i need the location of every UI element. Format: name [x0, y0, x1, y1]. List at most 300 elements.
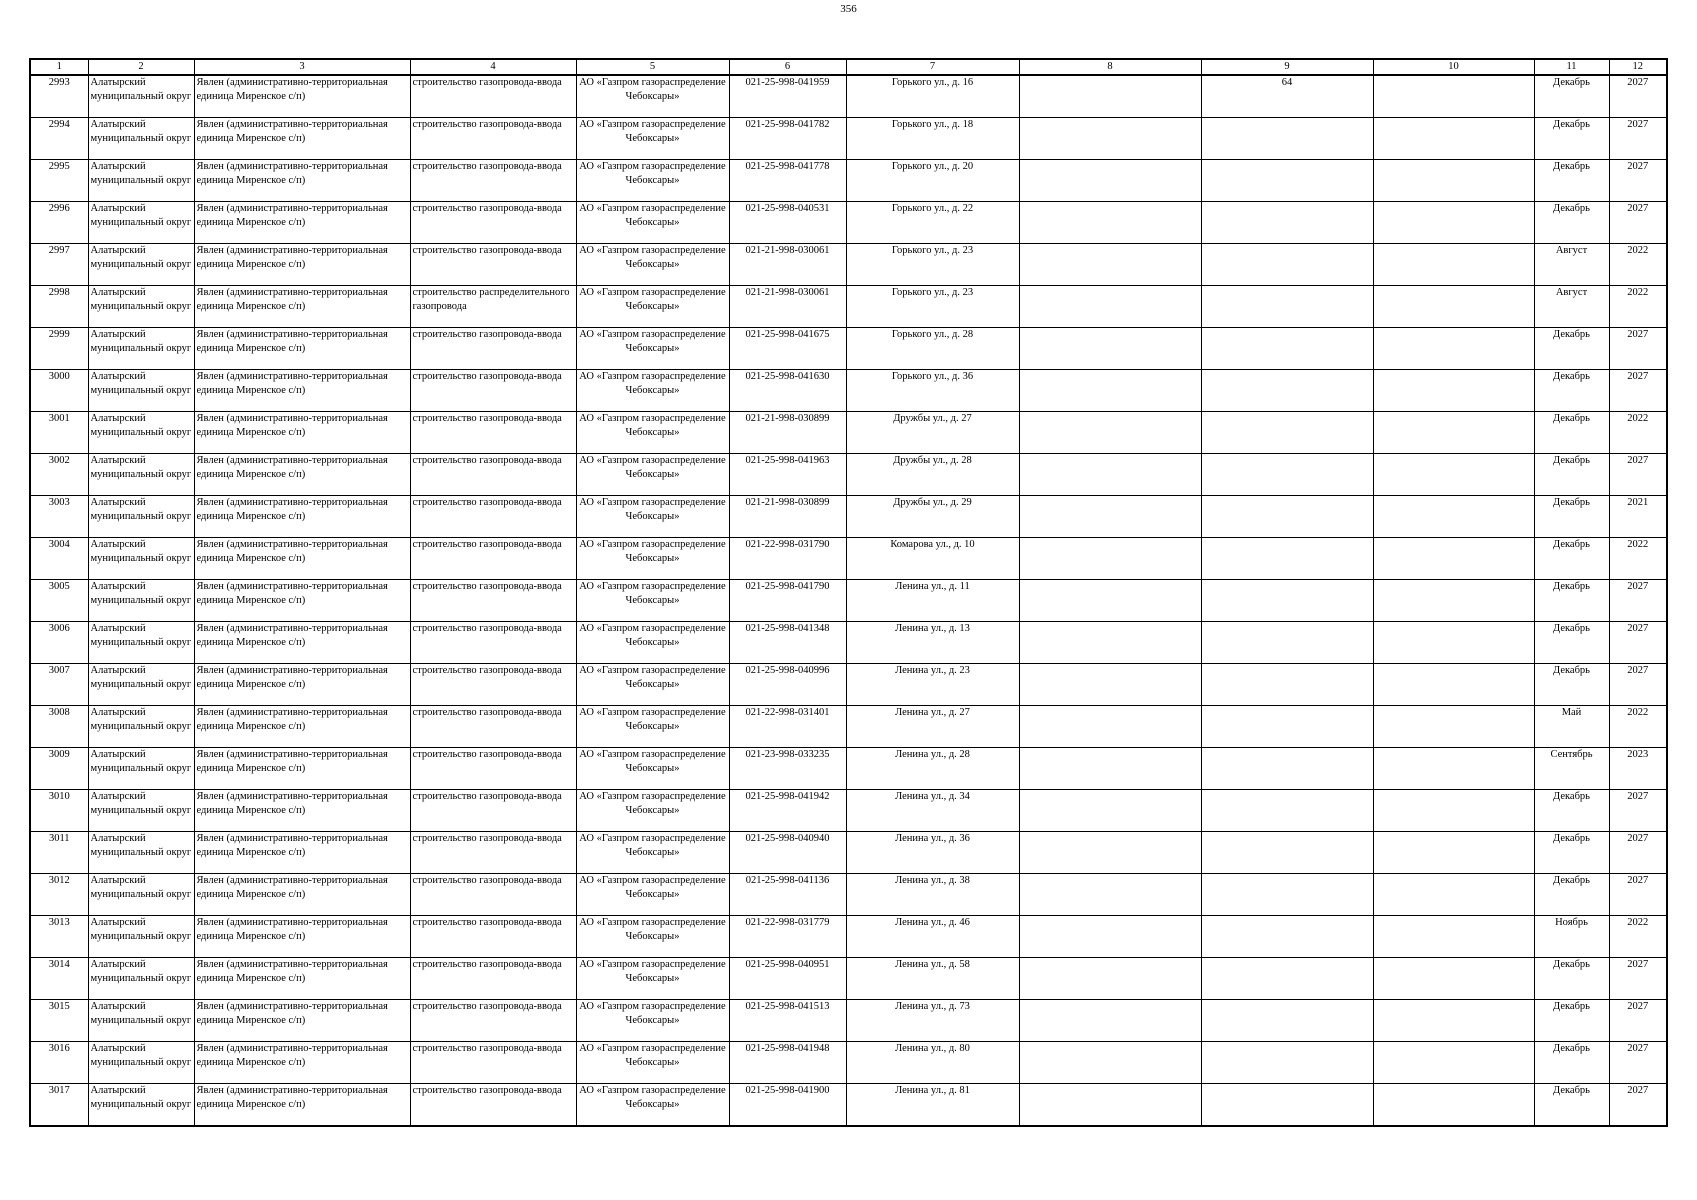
district-cell: [88, 580, 194, 622]
column-8-cell: [1019, 370, 1201, 412]
cell-text: [1022, 748, 1199, 789]
cell-text: 3013: [48, 917, 70, 928]
cell-text: Алатырский муниципальный округ: [90, 497, 192, 522]
table-row: [30, 790, 1667, 832]
row-number-cell: [30, 244, 88, 286]
district-cell: [88, 1042, 194, 1084]
registry-table: [29, 58, 1668, 1127]
organization-cell: [576, 538, 729, 580]
work-type-cell: [410, 916, 576, 958]
year-cell: [1609, 748, 1667, 790]
cell-text: 021-22-998-031779: [745, 917, 830, 928]
cell-text: Алатырский муниципальный округ: [90, 413, 192, 438]
work-type-cell: [410, 748, 576, 790]
cell-text: 021-25-998-040996: [745, 665, 830, 676]
column-10-cell: [1373, 958, 1534, 1000]
district-cell: [88, 328, 194, 370]
year-cell: [1609, 1000, 1667, 1042]
row-number-cell: [30, 370, 88, 412]
cell-text: 021-22-998-031401: [745, 707, 830, 718]
address-cell: [846, 1042, 1019, 1084]
column-header: 5: [576, 59, 729, 75]
cell-text: строительство газопровода-ввода: [412, 539, 562, 550]
cell-text: Август: [1555, 287, 1588, 298]
cell-text: Явлен (административно-территориальная единица Миренское с/п): [196, 959, 388, 984]
cell-text: Явлен (административно-территориальная единица Миренское с/п): [196, 161, 388, 186]
cell-text: [1022, 328, 1199, 369]
cell-text: Горького ул., д. 28: [891, 329, 974, 340]
table-row: [30, 454, 1667, 496]
cell-text: АО «Газпром газораспределение Чебоксары»: [579, 833, 726, 858]
month-cell: [1534, 622, 1609, 664]
month-cell: [1534, 916, 1609, 958]
settlement-cell: [194, 244, 410, 286]
row-number-cell: [30, 412, 88, 454]
cell-text: [1376, 202, 1532, 243]
table-row: [30, 202, 1667, 244]
cell-text: АО «Газпром газораспределение Чебоксары»: [579, 329, 726, 354]
cell-text: [1204, 244, 1371, 285]
table-row: [30, 706, 1667, 748]
year-cell: [1609, 622, 1667, 664]
month-cell: [1534, 244, 1609, 286]
cell-text: Явлен (административно-территориальная единица Миренское с/п): [196, 1001, 388, 1026]
month-cell: [1534, 160, 1609, 202]
cell-text: Ленина ул., д. 81: [895, 1085, 970, 1096]
column-8-cell: [1019, 1000, 1201, 1042]
cell-text: 021-25-998-041348: [745, 623, 830, 634]
cell-text: Явлен (административно-территориальная единица Миренское с/п): [196, 413, 388, 438]
column-10-cell: [1373, 748, 1534, 790]
month-cell: [1534, 748, 1609, 790]
year-cell: [1609, 412, 1667, 454]
cell-text: 021-25-998-041513: [745, 1001, 830, 1012]
column-header: 9: [1201, 59, 1373, 75]
settlement-cell: [194, 370, 410, 412]
cell-text: [1204, 958, 1371, 999]
month-cell: [1534, 1084, 1609, 1127]
cell-text: Алатырский муниципальный округ: [90, 581, 192, 606]
work-type-cell: [410, 664, 576, 706]
cell-text: Явлен (административно-территориальная единица Миренское с/п): [196, 791, 388, 816]
cell-text: строительство газопровода-ввода: [412, 749, 562, 760]
address-cell: [846, 75, 1019, 118]
table-row: [30, 412, 1667, 454]
table-row: [30, 622, 1667, 664]
cell-text: [1376, 664, 1532, 705]
cell-text: [1376, 580, 1532, 621]
settlement-cell: [194, 328, 410, 370]
cell-text: 3011: [48, 833, 70, 844]
cell-text: 3003: [48, 497, 70, 508]
cell-text: Алатырский муниципальный округ: [90, 959, 192, 984]
settlement-cell: [194, 874, 410, 916]
cell-text: Явлен (административно-территориальная единица Миренское с/п): [196, 497, 388, 522]
address-cell: [846, 454, 1019, 496]
cell-text: [1204, 1084, 1371, 1125]
cell-text: [1022, 1042, 1199, 1083]
settlement-cell: [194, 748, 410, 790]
table-body: [30, 75, 1667, 1126]
cell-text: строительство газопровода-ввода: [412, 161, 562, 172]
column-8-cell: [1019, 748, 1201, 790]
cell-text: 3007: [48, 665, 70, 676]
cell-text: [1376, 454, 1532, 495]
cell-text: 3017: [48, 1085, 70, 1096]
settlement-cell: [194, 118, 410, 160]
cell-text: [1022, 790, 1199, 831]
cell-text: 021-21-998-030061: [745, 287, 830, 298]
district-cell: [88, 790, 194, 832]
address-cell: [846, 538, 1019, 580]
cell-text: строительство газопровода-ввода: [412, 1043, 562, 1054]
cell-text: 021-25-998-041963: [745, 455, 830, 466]
cell-text: Алатырский муниципальный округ: [90, 749, 192, 774]
month-cell: [1534, 202, 1609, 244]
work-type-cell: [410, 244, 576, 286]
column-10-cell: [1373, 202, 1534, 244]
object-code-cell: [729, 790, 846, 832]
cell-text: Декабрь: [1553, 413, 1590, 424]
settlement-cell: [194, 75, 410, 118]
cell-text: Алатырский муниципальный округ: [90, 1085, 192, 1110]
object-code-cell: [729, 706, 846, 748]
cell-text: Ноябрь: [1555, 917, 1588, 928]
cell-text: строительство газопровода-ввода: [412, 497, 562, 508]
cell-text: 2027: [1627, 791, 1649, 802]
cell-text: АО «Газпром газораспределение Чебоксары»: [579, 1001, 726, 1026]
table-row: [30, 1042, 1667, 1084]
cell-text: Ленина ул., д. 28: [895, 749, 970, 760]
object-code-cell: [729, 412, 846, 454]
cell-text: 2027: [1627, 1085, 1649, 1096]
cell-text: Декабрь: [1553, 77, 1590, 88]
cell-text: 2027: [1627, 371, 1649, 382]
settlement-cell: [194, 1084, 410, 1127]
cell-text: строительство газопровода-ввода: [412, 581, 562, 592]
column-8-cell: [1019, 622, 1201, 664]
cell-text: [1204, 790, 1371, 831]
address-cell: [846, 916, 1019, 958]
column-10-cell: [1373, 622, 1534, 664]
cell-text: 2027: [1627, 203, 1649, 214]
row-number-cell: [30, 874, 88, 916]
cell-text: 021-25-998-041942: [745, 791, 830, 802]
column-header: 10: [1373, 59, 1534, 75]
table-row: [30, 286, 1667, 328]
cell-text: АО «Газпром газораспределение Чебоксары»: [579, 1085, 726, 1110]
cell-text: [1022, 958, 1199, 999]
cell-text: [1204, 370, 1371, 411]
cell-text: Ленина ул., д. 46: [895, 917, 970, 928]
cell-text: Декабрь: [1553, 203, 1590, 214]
column-header: 11: [1534, 59, 1609, 75]
district-cell: [88, 1000, 194, 1042]
cell-text: Ленина ул., д. 23: [895, 665, 970, 676]
district-cell: [88, 538, 194, 580]
row-number-cell: [30, 454, 88, 496]
column-8-cell: [1019, 118, 1201, 160]
address-cell: [846, 874, 1019, 916]
cell-text: 2022: [1627, 707, 1649, 718]
work-type-cell: [410, 790, 576, 832]
cell-text: [1376, 748, 1532, 789]
cell-text: 2027: [1627, 665, 1649, 676]
object-code-cell: [729, 1084, 846, 1127]
column-8-cell: [1019, 496, 1201, 538]
cell-text: [1376, 538, 1532, 579]
work-type-cell: [410, 454, 576, 496]
settlement-cell: [194, 1042, 410, 1084]
cell-text: [1204, 580, 1371, 621]
cell-text: АО «Газпром газораспределение Чебоксары»: [579, 1043, 726, 1068]
cell-text: АО «Газпром газораспределение Чебоксары»: [579, 665, 726, 690]
month-cell: [1534, 496, 1609, 538]
cell-text: [1204, 202, 1371, 243]
cell-text: строительство газопровода-ввода: [412, 791, 562, 802]
address-cell: [846, 790, 1019, 832]
table-row: [30, 916, 1667, 958]
cell-text: Алатырский муниципальный округ: [90, 665, 192, 690]
cell-text: АО «Газпром газораспределение Чебоксары»: [579, 707, 726, 732]
organization-cell: [576, 1084, 729, 1127]
cell-text: строительство газопровода-ввода: [412, 707, 562, 718]
column-8-cell: [1019, 328, 1201, 370]
column-header: 7: [846, 59, 1019, 75]
organization-cell: [576, 622, 729, 664]
cell-text: [1204, 1042, 1371, 1083]
cell-text: [1022, 496, 1199, 537]
cell-text: [1376, 958, 1532, 999]
cell-text: 021-21-998-030899: [745, 413, 830, 424]
row-number-cell: [30, 118, 88, 160]
cell-text: Ленина ул., д. 11: [895, 581, 970, 592]
cell-text: строительство газопровода-ввода: [412, 413, 562, 424]
year-cell: [1609, 454, 1667, 496]
cell-text: [1204, 412, 1371, 453]
column-8-cell: [1019, 916, 1201, 958]
page-number: 356: [840, 3, 857, 15]
cell-text: АО «Газпром газораспределение Чебоксары»: [579, 581, 726, 606]
column-9-cell: [1201, 916, 1373, 958]
cell-text: 2027: [1627, 875, 1649, 886]
column-10-cell: [1373, 412, 1534, 454]
cell-text: 021-21-998-030899: [745, 497, 830, 508]
cell-text: 2027: [1627, 1043, 1649, 1054]
row-number-cell: [30, 748, 88, 790]
column-10-cell: [1373, 916, 1534, 958]
cell-text: [1204, 706, 1371, 747]
cell-text: 2022: [1627, 287, 1649, 298]
work-type-cell: [410, 160, 576, 202]
organization-cell: [576, 664, 729, 706]
settlement-cell: [194, 832, 410, 874]
cell-text: Май: [1561, 707, 1582, 718]
cell-text: [1204, 1000, 1371, 1041]
address-cell: [846, 622, 1019, 664]
cell-text: Явлен (административно-территориальная единица Миренское с/п): [196, 455, 388, 480]
organization-cell: [576, 874, 729, 916]
district-cell: [88, 244, 194, 286]
cell-text: Декабрь: [1553, 497, 1590, 508]
column-8-cell: [1019, 538, 1201, 580]
cell-text: [1022, 580, 1199, 621]
column-8-cell: [1019, 958, 1201, 1000]
cell-text: 021-25-998-041790: [745, 581, 830, 592]
cell-text: Явлен (административно-территориальная единица Миренское с/п): [196, 623, 388, 648]
cell-text: Ленина ул., д. 34: [895, 791, 970, 802]
row-number-cell: [30, 538, 88, 580]
cell-text: 2996: [48, 203, 70, 214]
cell-text: Ленина ул., д. 58: [895, 959, 970, 970]
organization-cell: [576, 790, 729, 832]
settlement-cell: [194, 916, 410, 958]
column-10-cell: [1373, 1042, 1534, 1084]
cell-text: 2027: [1627, 581, 1649, 592]
cell-text: [1022, 706, 1199, 747]
address-cell: [846, 832, 1019, 874]
cell-text: Декабрь: [1553, 161, 1590, 172]
cell-text: [1204, 916, 1371, 957]
month-cell: [1534, 118, 1609, 160]
row-number-cell: [30, 328, 88, 370]
cell-text: [1376, 328, 1532, 369]
cell-text: [1376, 832, 1532, 873]
cell-text: 64: [1281, 77, 1293, 88]
table-row: [30, 1084, 1667, 1127]
column-header: 8: [1019, 59, 1201, 75]
cell-text: Дружбы ул., д. 28: [893, 455, 972, 466]
cell-text: Декабрь: [1553, 1043, 1590, 1054]
column-9-cell: [1201, 202, 1373, 244]
cell-text: Декабрь: [1553, 875, 1590, 886]
cell-text: Горького ул., д. 18: [891, 119, 974, 130]
cell-text: Декабрь: [1553, 1085, 1590, 1096]
column-9-cell: [1201, 748, 1373, 790]
row-number-cell: [30, 1042, 88, 1084]
address-cell: [846, 706, 1019, 748]
column-9-cell: [1201, 496, 1373, 538]
cell-text: Горького ул., д. 23: [891, 287, 974, 298]
cell-text: Ленина ул., д. 80: [895, 1043, 970, 1054]
column-header: 4: [410, 59, 576, 75]
organization-cell: [576, 706, 729, 748]
column-10-cell: [1373, 706, 1534, 748]
organization-cell: [576, 580, 729, 622]
cell-text: 2994: [48, 119, 70, 130]
cell-text: 3000: [48, 371, 70, 382]
cell-text: Горького ул., д. 20: [891, 161, 974, 172]
cell-text: 2027: [1627, 1001, 1649, 1012]
cell-text: 2027: [1627, 119, 1649, 130]
table-row: [30, 496, 1667, 538]
object-code-cell: [729, 622, 846, 664]
cell-text: [1376, 160, 1532, 201]
cell-text: Декабрь: [1553, 833, 1590, 844]
cell-text: Декабрь: [1553, 791, 1590, 802]
organization-cell: [576, 832, 729, 874]
cell-text: Комарова ул., д. 10: [890, 539, 975, 550]
table-row: [30, 832, 1667, 874]
object-code-cell: [729, 118, 846, 160]
cell-text: 2022: [1627, 539, 1649, 550]
cell-text: [1022, 454, 1199, 495]
cell-text: 2999: [48, 329, 70, 340]
column-10-cell: [1373, 664, 1534, 706]
table-row: [30, 328, 1667, 370]
cell-text: 3004: [48, 539, 70, 550]
column-9-cell: [1201, 1042, 1373, 1084]
cell-text: [1376, 76, 1532, 117]
organization-cell: [576, 916, 729, 958]
cell-text: 3002: [48, 455, 70, 466]
cell-text: [1022, 244, 1199, 285]
cell-text: 2021: [1627, 497, 1649, 508]
organization-cell: [576, 412, 729, 454]
year-cell: [1609, 202, 1667, 244]
cell-text: 3009: [48, 749, 70, 760]
row-number-cell: [30, 916, 88, 958]
cell-text: 2027: [1627, 329, 1649, 340]
organization-cell: [576, 75, 729, 118]
cell-text: АО «Газпром газораспределение Чебоксары»: [579, 161, 726, 186]
object-code-cell: [729, 454, 846, 496]
cell-text: 021-25-998-041136: [745, 875, 830, 886]
cell-text: [1022, 160, 1199, 201]
month-cell: [1534, 286, 1609, 328]
work-type-cell: [410, 1000, 576, 1042]
object-code-cell: [729, 916, 846, 958]
district-cell: [88, 412, 194, 454]
cell-text: 2998: [48, 287, 70, 298]
work-type-cell: [410, 202, 576, 244]
cell-text: строительство газопровода-ввода: [412, 245, 562, 256]
cell-text: [1022, 412, 1199, 453]
cell-text: 2997: [48, 245, 70, 256]
cell-text: АО «Газпром газораспределение Чебоксары»: [579, 203, 726, 228]
cell-text: Декабрь: [1553, 581, 1590, 592]
cell-text: 3008: [48, 707, 70, 718]
cell-text: 021-25-998-040940: [745, 833, 830, 844]
cell-text: [1204, 286, 1371, 327]
year-cell: [1609, 832, 1667, 874]
object-code-cell: [729, 874, 846, 916]
column-10-cell: [1373, 1000, 1534, 1042]
column-9-cell: [1201, 622, 1373, 664]
cell-text: Явлен (административно-территориальная единица Миренское с/п): [196, 245, 388, 270]
cell-text: 021-25-998-040531: [745, 203, 830, 214]
object-code-cell: [729, 958, 846, 1000]
object-code-cell: [729, 328, 846, 370]
settlement-cell: [194, 496, 410, 538]
month-cell: [1534, 664, 1609, 706]
cell-text: [1022, 622, 1199, 663]
cell-text: 2023: [1627, 749, 1649, 760]
year-cell: [1609, 874, 1667, 916]
row-number-cell: [30, 832, 88, 874]
month-cell: [1534, 874, 1609, 916]
district-cell: [88, 454, 194, 496]
cell-text: АО «Газпром газораспределение Чебоксары»: [579, 791, 726, 816]
cell-text: АО «Газпром газораспределение Чебоксары»: [579, 77, 726, 102]
column-8-cell: [1019, 412, 1201, 454]
address-cell: [846, 1000, 1019, 1042]
cell-text: Декабрь: [1553, 329, 1590, 340]
cell-text: 021-25-998-041948: [745, 1043, 830, 1054]
cell-text: [1204, 538, 1371, 579]
month-cell: [1534, 370, 1609, 412]
object-code-cell: [729, 748, 846, 790]
